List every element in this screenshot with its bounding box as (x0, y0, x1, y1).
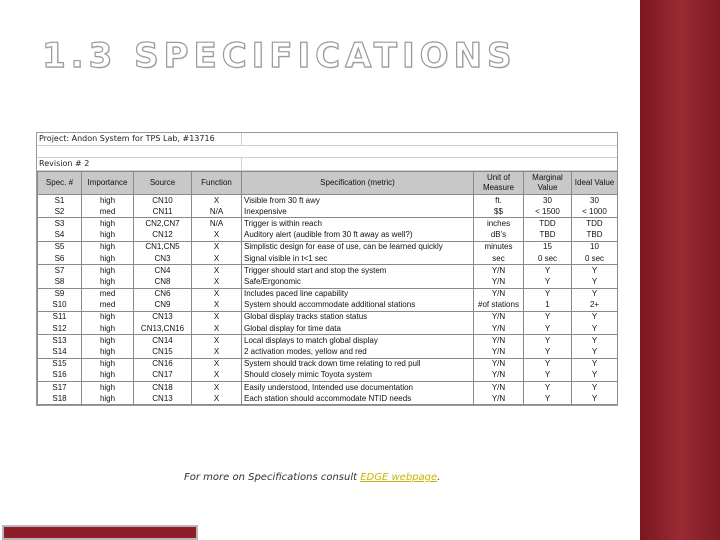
cell-marginal: Y (524, 393, 572, 405)
table-row (38, 230, 618, 242)
cell-importance: high (82, 335, 134, 347)
cell-importance: high (82, 323, 134, 335)
table-row (38, 195, 618, 207)
cell-spec: S12 (38, 323, 82, 335)
cell-spec: S11 (38, 311, 82, 323)
cell-spec: S10 (38, 300, 82, 312)
cell-unit: inches (474, 218, 524, 230)
cell-function: X (192, 253, 242, 265)
cell-spec: S18 (38, 393, 82, 405)
cell-specification: System should accommodate additional stations (242, 300, 474, 312)
cell-marginal: 1 (524, 300, 572, 312)
cell-ideal: Y (572, 288, 618, 300)
cell-source: CN9 (134, 300, 192, 312)
edge-webpage-link[interactable]: EDGE webpage (360, 472, 438, 483)
cell-unit: #of stations (474, 300, 524, 312)
cell-specification: Easily understood, Intended use documentation (242, 382, 474, 394)
decorative-bottom-bar (2, 525, 198, 540)
cell-importance: high (82, 311, 134, 323)
table-row (38, 393, 618, 405)
cell-ideal: Y (572, 323, 618, 335)
spec-table (37, 171, 618, 405)
table-row (38, 335, 618, 347)
cell-marginal: Y (524, 265, 572, 277)
cell-marginal: Y (524, 288, 572, 300)
cell-source: CN8 (134, 276, 192, 288)
cell-importance: med (82, 300, 134, 312)
cell-spec: S9 (38, 288, 82, 300)
cell-source: CN13,CN16 (134, 323, 192, 335)
cell-function: X (192, 276, 242, 288)
cell-marginal: Y (524, 335, 572, 347)
cell-spec: S4 (38, 230, 82, 242)
cell-spec: S15 (38, 358, 82, 370)
cell-marginal: Y (524, 370, 572, 382)
cell-unit: Y/N (474, 288, 524, 300)
table-row (38, 265, 618, 277)
cell-importance: high (82, 370, 134, 382)
cell-specification: Each station should accommodate NTID needs (242, 393, 474, 405)
cell-source: CN12 (134, 230, 192, 242)
cell-specification: 2 activation modes, yellow and red (242, 346, 474, 358)
cell-unit: Y/N (474, 358, 524, 370)
cell-function: X (192, 241, 242, 253)
cell-spec: S8 (38, 276, 82, 288)
cell-specification: System should track down time relating to red pull (242, 358, 474, 370)
cell-function: X (192, 370, 242, 382)
decorative-side-band (640, 0, 720, 540)
cell-marginal: Y (524, 323, 572, 335)
table-row (38, 253, 618, 265)
header-spec: Spec. # (38, 172, 82, 195)
cell-specification: Trigger is within reach (242, 218, 474, 230)
slide-title: 1.3 SPECIFICATIONS (42, 36, 517, 76)
cell-function: X (192, 323, 242, 335)
cell-importance: med (82, 288, 134, 300)
cell-ideal: Y (572, 370, 618, 382)
cell-function: X (192, 288, 242, 300)
header-importance: Importance (82, 172, 134, 195)
cell-specification: Global display tracks station status (242, 311, 474, 323)
cell-ideal: 30 (572, 195, 618, 207)
header-unit: Unit of Measure (474, 172, 524, 195)
cell-ideal: Y (572, 393, 618, 405)
cell-marginal: Y (524, 382, 572, 394)
table-row (38, 323, 618, 335)
cell-ideal: < 1000 (572, 206, 618, 218)
cell-ideal: Y (572, 346, 618, 358)
table-row (38, 346, 618, 358)
cell-spec: S5 (38, 241, 82, 253)
cell-source: CN17 (134, 370, 192, 382)
cell-importance: high (82, 218, 134, 230)
cell-importance: med (82, 206, 134, 218)
header-marginal: Marginal Value (524, 172, 572, 195)
cell-specification: Inexpensive (242, 206, 474, 218)
table-body (38, 195, 618, 405)
cell-ideal: 0 sec (572, 253, 618, 265)
cell-source: CN3 (134, 253, 192, 265)
cell-spec: S13 (38, 335, 82, 347)
cell-unit: dB's (474, 230, 524, 242)
footer-prefix: For more on Specifications consult (184, 472, 361, 483)
cell-unit: Y/N (474, 323, 524, 335)
cell-importance: high (82, 346, 134, 358)
cell-marginal: TBD (524, 230, 572, 242)
cell-marginal: Y (524, 358, 572, 370)
blank-row (37, 146, 617, 158)
cell-ideal: Y (572, 276, 618, 288)
table-row (38, 276, 618, 288)
cell-source: CN16 (134, 358, 192, 370)
cell-function: N/A (192, 218, 242, 230)
cell-function: X (192, 230, 242, 242)
cell-unit: Y/N (474, 265, 524, 277)
cell-importance: high (82, 241, 134, 253)
cell-spec: S2 (38, 206, 82, 218)
cell-ideal: TDD (572, 218, 618, 230)
footer-suffix: . (437, 472, 441, 483)
cell-unit: ft. (474, 195, 524, 207)
cell-ideal: 2+ (572, 300, 618, 312)
cell-marginal: 0 sec (524, 253, 572, 265)
cell-importance: high (82, 276, 134, 288)
cell-ideal: TBD (572, 230, 618, 242)
cell-spec: S14 (38, 346, 82, 358)
cell-source: CN11 (134, 206, 192, 218)
cell-importance: high (82, 230, 134, 242)
cell-unit: sec (474, 253, 524, 265)
table-row (38, 241, 618, 253)
cell-importance: high (82, 195, 134, 207)
table-row (38, 288, 618, 300)
cell-importance: high (82, 253, 134, 265)
table-header-row (38, 172, 618, 195)
header-function: Function (192, 172, 242, 195)
cell-importance: high (82, 265, 134, 277)
cell-unit: Y/N (474, 393, 524, 405)
cell-source: CN15 (134, 346, 192, 358)
cell-unit: Y/N (474, 382, 524, 394)
table-row (38, 300, 618, 312)
cell-importance: high (82, 393, 134, 405)
cell-spec: S3 (38, 218, 82, 230)
cell-marginal: 15 (524, 241, 572, 253)
cell-marginal: Y (524, 346, 572, 358)
cell-function: X (192, 195, 242, 207)
cell-specification: Includes paced line capability (242, 288, 474, 300)
cell-ideal: 10 (572, 241, 618, 253)
cell-importance: high (82, 358, 134, 370)
cell-marginal: Y (524, 276, 572, 288)
cell-marginal: < 1500 (524, 206, 572, 218)
cell-specification: Local displays to match global display (242, 335, 474, 347)
revision-line: Revision # 2 (37, 158, 617, 171)
cell-specification: Auditory alert (audible from 30 ft away as well?) (242, 230, 474, 242)
table-row (38, 358, 618, 370)
table-row (38, 311, 618, 323)
footer-note (184, 472, 440, 483)
table-row (38, 206, 618, 218)
cell-specification: Should closely mimic Toyota system (242, 370, 474, 382)
project-line: Project: Andon System for TPS Lab, #13716 (37, 133, 617, 146)
cell-source: CN13 (134, 393, 192, 405)
specification-table-image (36, 132, 618, 406)
cell-unit: Y/N (474, 276, 524, 288)
cell-source: CN1,CN5 (134, 241, 192, 253)
cell-source: CN13 (134, 311, 192, 323)
cell-specification: Signal visible in t<1 sec (242, 253, 474, 265)
cell-ideal: Y (572, 311, 618, 323)
cell-specification: Simplistic design for ease of use, can be learned quickly (242, 241, 474, 253)
cell-function: X (192, 300, 242, 312)
table-row (38, 370, 618, 382)
cell-marginal: TDD (524, 218, 572, 230)
cell-function: X (192, 265, 242, 277)
cell-unit: Y/N (474, 346, 524, 358)
cell-ideal: Y (572, 335, 618, 347)
cell-spec: S17 (38, 382, 82, 394)
cell-function: X (192, 393, 242, 405)
cell-spec: S6 (38, 253, 82, 265)
cell-source: CN4 (134, 265, 192, 277)
cell-specification: Global display for time data (242, 323, 474, 335)
cell-function: X (192, 382, 242, 394)
cell-specification: Trigger should start and stop the system (242, 265, 474, 277)
header-specification: Specification (metric) (242, 172, 474, 195)
table-row (38, 382, 618, 394)
cell-source: CN6 (134, 288, 192, 300)
table-row (38, 218, 618, 230)
cell-function: N/A (192, 206, 242, 218)
cell-unit: Y/N (474, 335, 524, 347)
cell-source: CN10 (134, 195, 192, 207)
cell-specification: Safe/Ergonomic (242, 276, 474, 288)
cell-ideal: Y (572, 265, 618, 277)
cell-source: CN18 (134, 382, 192, 394)
cell-unit: Y/N (474, 370, 524, 382)
cell-unit: $$ (474, 206, 524, 218)
cell-spec: S1 (38, 195, 82, 207)
cell-ideal: Y (572, 358, 618, 370)
cell-unit: Y/N (474, 311, 524, 323)
header-source: Source (134, 172, 192, 195)
cell-marginal: Y (524, 311, 572, 323)
header-ideal: Ideal Value (572, 172, 618, 195)
cell-source: CN14 (134, 335, 192, 347)
cell-spec: S7 (38, 265, 82, 277)
cell-importance: high (82, 382, 134, 394)
cell-unit: minutes (474, 241, 524, 253)
cell-function: X (192, 311, 242, 323)
cell-marginal: 30 (524, 195, 572, 207)
cell-source: CN2,CN7 (134, 218, 192, 230)
cell-spec: S16 (38, 370, 82, 382)
cell-function: X (192, 335, 242, 347)
cell-specification: Visible from 30 ft awy (242, 195, 474, 207)
cell-function: X (192, 346, 242, 358)
cell-ideal: Y (572, 382, 618, 394)
cell-function: X (192, 358, 242, 370)
